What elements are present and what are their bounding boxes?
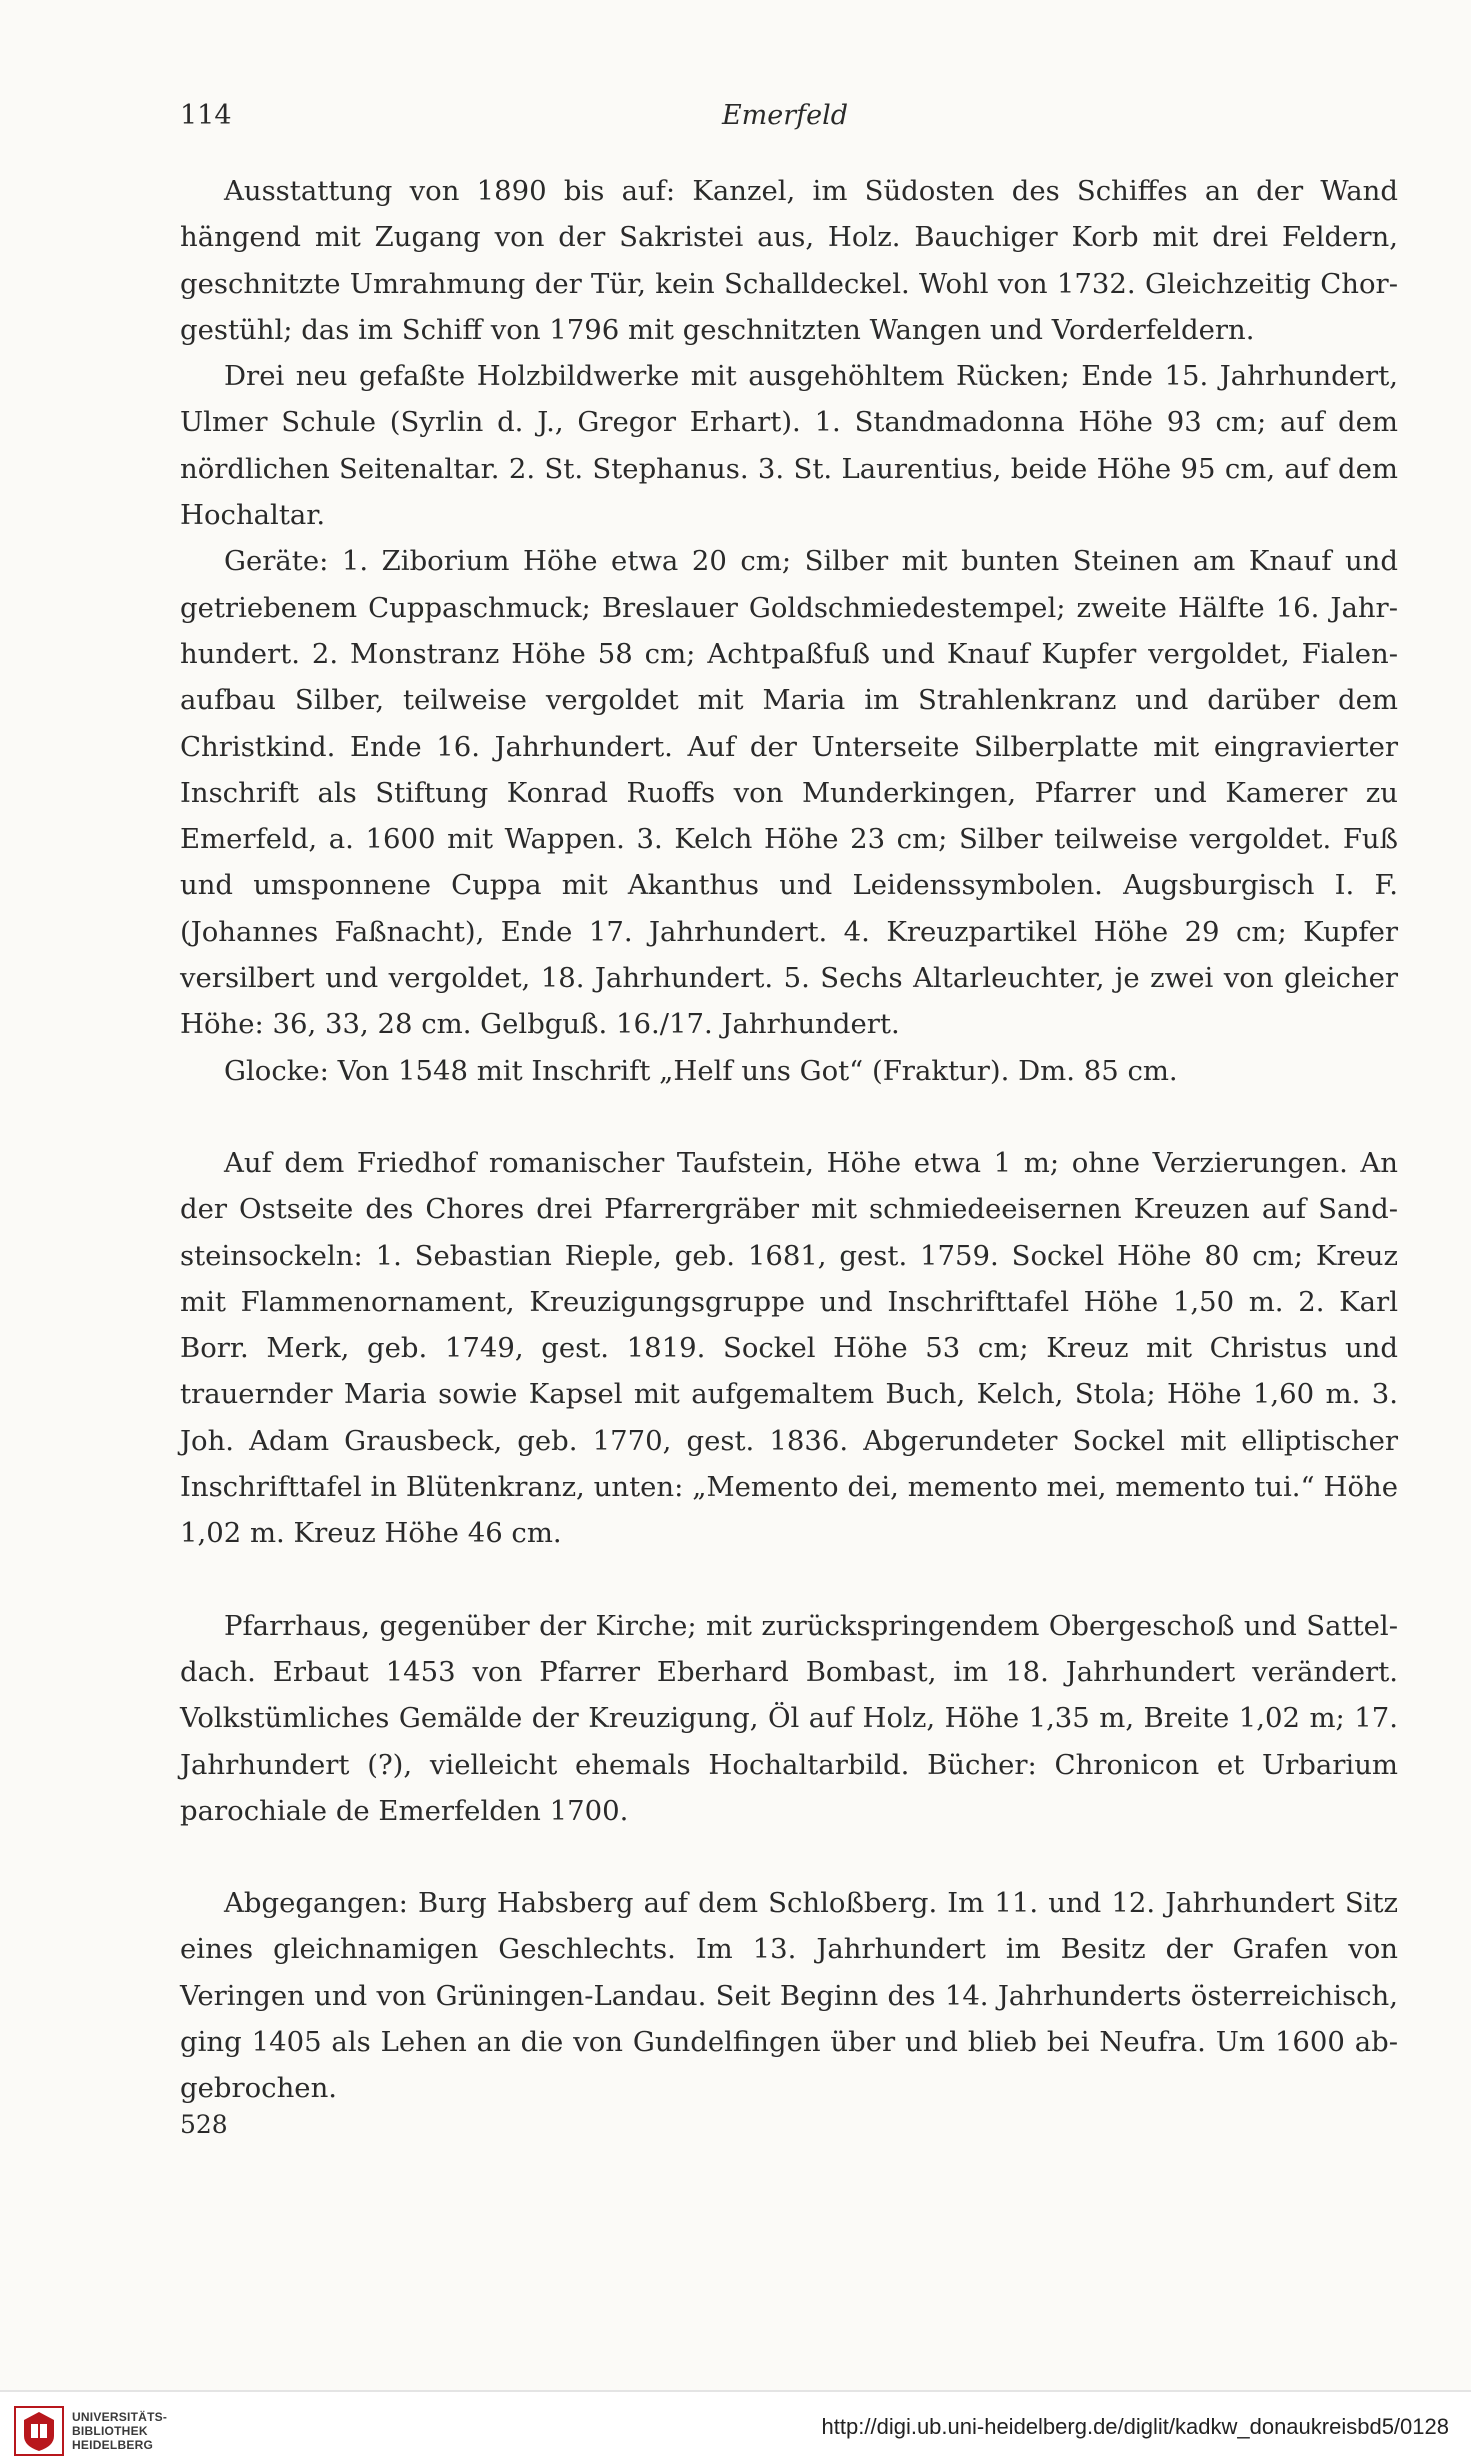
- running-head: [180, 100, 1390, 140]
- library-name-line-1: UNIVERSITÄTS-: [72, 2410, 168, 2424]
- source-url-link[interactable]: http://digi.ub.uni-heidelberg.de/diglit/kadkw_donaukreisbd5/0128: [821, 2414, 1449, 2439]
- paragraph-ausstattung: Ausstattung von 1890 bis auf: Kanzel, im Südosten des Schiffes an der Wand hängend mit Zugang von der Sakristei aus, Holz. Bauchiger Korb mit drei Feldern, geschnitzte Umrahmung der Tür, kein Schalldeckel. Wohl von 1732. Gleichzeitig Chorgestühl; das im Schiff von 1796 mit geschnitzten Wangen und Vorderfeldern.: [180, 175, 1398, 346]
- paragraph-geraete: Geräte: 1. Ziborium Höhe etwa 20 cm; Silber mit bunten Steinen am Knauf und getriebenem Cuppaschmuck; Breslauer Goldschmiedestempel; zweite Hälfte 16. Jahrhundert. 2. Monstranz Höhe 58 cm; Achtpaßfuß und Knauf Kupfer vergoldet, Fialenaufbau Silber, teilweise vergoldet mit Maria im Strahlenkranz und darüber dem Christkind. Ende 16. Jahrhundert. Auf der Unterseite Silberplatte mit eingravierter Inschrift als Stiftung Konrad Ruoffs von Munderkingen, Pfarrer und Kamerer zu Emerfeld, a. 1600 mit Wappen. 3. Kelch Höhe 23 cm; Silber teilweise vergoldet. Fuß und umsponnene Cuppa mit Akanthus und Leidenssymbolen. Augsburgisch I. F. (Johannes Faßnacht), Ende 17. Jahrhundert. 4. Kreuzpartikel Höhe 29 cm; Kupfer versilbert und vergoldet, 18. Jahrhundert. 5. Sechs Altarleuchter, je zwei von gleicher Höhe: 36, 33, 28 cm. Gelbguß. 16./17. Jahrhundert.: [180, 545, 1398, 1041]
- page-number: 114: [180, 100, 232, 131]
- footer-bar: [0, 2392, 1471, 2463]
- body-text: [180, 168, 1398, 2112]
- library-name-line-3: HEIDELBERG: [72, 2438, 154, 2452]
- library-name-line-2: BIBLIOTHEK: [72, 2424, 148, 2438]
- paragraph-abgegangen: Abgegangen: Burg Habsberg auf dem Schloßberg. Im 11. und 12. Jahrhundert Sitz eines gleichnamigen Geschlechts. Im 13. Jahrhundert im Besitz der Grafen von Veringen und von Grüningen-Landau. Seit Beginn des 14. Jahrhunderts österreichisch, ging 1405 als Lehen an die von Gundelfingen über und blieb bei Neufra. Um 1600 abgebrochen.: [180, 1887, 1398, 2105]
- library-name: [72, 2410, 167, 2452]
- paragraph-holzbildwerke: Drei neu gefaßte Holzbildwerke mit ausgehöhltem Rücken; Ende 15. Jahrhundert, Ulmer Schule (Syrlin d. J., Gregor Erhart). 1. Standmadonna Höhe 93 cm; auf dem nördlichen Seitenaltar. 2. St. Stephanus. 3. St. Laurentius, beide Höhe 95 cm, auf dem Hochaltar.: [180, 360, 1398, 532]
- paragraph-pfarrhaus: Pfarrhaus, gegenüber der Kirche; mit zurückspringendem Obergeschoß und Satteldach. Erbaut 1453 von Pfarrer Eberhard Bombast, im 18. Jahrhundert verändert. Volkstümliches Gemälde der Kreuzigung, Öl auf Holz, Höhe 1,35 m, Breite 1,02 m; 17. Jahrhundert (?), vielleicht ehemals Hochaltarbild. Bücher: Chronicon et Urbarium parochiale de Emerfelden 1700.: [180, 1609, 1398, 1827]
- library-seal-icon: [14, 2406, 64, 2456]
- sheet-number: 528: [180, 2110, 228, 2139]
- paragraph-glocke: Glocke: Von 1548 mit Inschrift „Helf uns Got“ (Fraktur). Dm. 85 cm.: [224, 1054, 1178, 1087]
- running-title: Emerfeld: [721, 100, 849, 131]
- paragraph-friedhof: Auf dem Friedhof romanischer Taufstein, Höhe etwa 1 m; ohne Verzierungen. An der Ostseite des Chores drei Pfarrergräber mit schmiedeeisernen Kreuzen auf Sandsteinsockeln: 1. Sebastian Rieple, geb. 1681, gest. 1759. Sockel Höhe 80 cm; Kreuz mit Flammenornament, Kreuzigungsgruppe und Inschrifttafel Höhe 1,50 m. 2. Karl Borr. Merk, geb. 1749, gest. 1819. Sockel Höhe 53 cm; Kreuz mit Christus und trauernder Maria sowie Kapsel mit aufgemaltem Buch, Kelch, Stola; Höhe 1,60 m. 3. Joh. Adam Grausbeck, geb. 1770, gest. 1836. Abgerundeter Sockel mit elliptischer Inschrifttafel in Blütenkranz, unten: „Memento dei, memento mei, memento tui.“ Höhe 1,02 m. Kreuz Höhe 46 cm.: [180, 1146, 1398, 1550]
- library-logo[interactable]: [14, 2406, 204, 2456]
